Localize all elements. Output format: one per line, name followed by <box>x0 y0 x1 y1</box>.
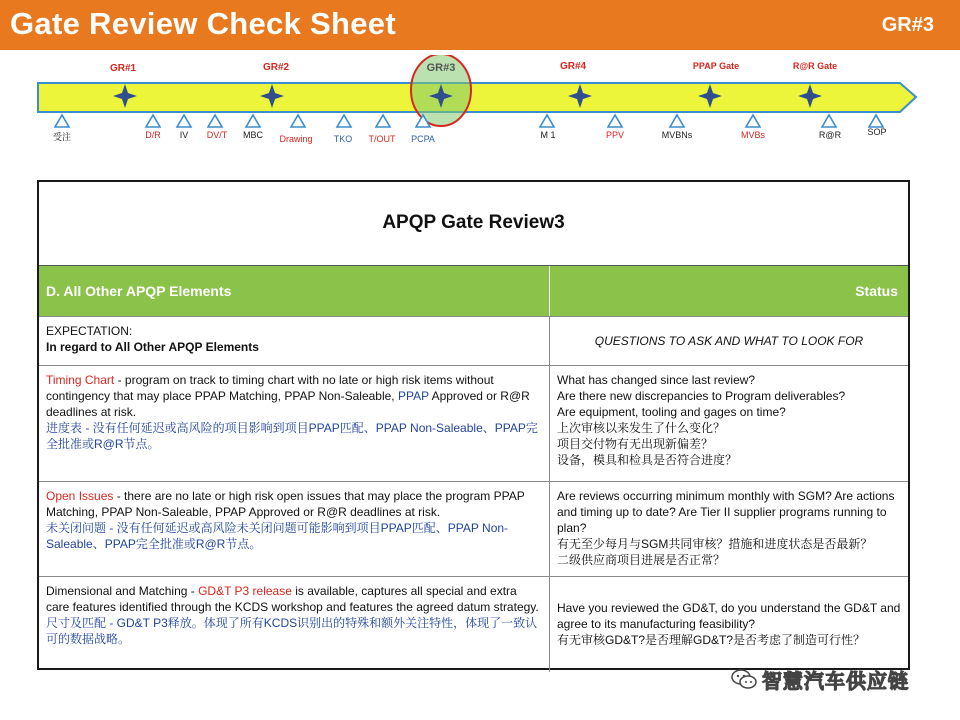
milestone-label: SOP <box>867 127 887 137</box>
milestone-triangle <box>376 115 390 127</box>
row-text: - program on track to timing chart with no late or high risk items without contingency that may place PPAP Matching, PPAP Non-Saleable, <box>46 373 494 403</box>
milestone-label: MBC <box>243 130 263 140</box>
question-line: 二级供应商项目进展是否正常？ <box>557 553 726 567</box>
gate-label-gr4: GR#4 <box>559 61 587 72</box>
section-header-row <box>39 266 908 317</box>
questions-cell <box>550 366 908 481</box>
milestone-label: MVBs <box>740 130 766 140</box>
header-bar <box>0 0 960 50</box>
section-label: D. All Other APQP Elements <box>39 266 550 316</box>
doc-title-row <box>39 182 908 266</box>
table-row <box>39 366 908 482</box>
questions-header: QUESTIONS TO ASK AND WHAT TO LOOK FOR <box>594 334 864 348</box>
table-row <box>39 577 908 672</box>
page-title: Gate Review Check Sheet <box>10 6 396 41</box>
milestone-label: PPV <box>605 130 625 140</box>
watermark <box>730 664 909 694</box>
milestone-triangle <box>246 115 260 127</box>
milestone-label: Drawing <box>279 134 313 144</box>
doc-title: APQP Gate Review3 <box>382 212 565 233</box>
milestone-triangle <box>337 115 351 127</box>
row-text: - there are no late or high risk open issues that may place the program PPAP Matching, PPAP Non-Saleable, PPAP Approved or R@R deadlines at risk. <box>46 489 525 519</box>
gate-code: GR#3 <box>881 14 934 36</box>
gate-label-rr: R@R Gate <box>792 61 838 71</box>
milestone-label: R@R <box>818 130 842 140</box>
status-header: Status <box>855 283 898 299</box>
row-lead-highlight: GD&T P3 release <box>198 584 292 598</box>
wechat-icon <box>730 667 758 691</box>
milestone-label: DV/T <box>206 130 228 140</box>
milestone-triangle <box>869 115 883 127</box>
row-text-cn: 进度表 - 没有任何延迟或高风险的项目影响到项目PPAP匹配、PPAP Non-Saleable、PPAP完全批准或R@R节点。 <box>46 421 538 451</box>
milestone-triangle <box>822 115 836 127</box>
milestone-label: TKO <box>333 134 353 144</box>
gate-label-gr3: GR#3 <box>426 62 456 74</box>
question-line: Are reviews occurring minimum monthly with SGM? Are actions and timing up to date? Are Tier II supplier programs running to plan? <box>557 489 895 535</box>
expectation-cell <box>39 317 550 365</box>
milestone-label: D/R <box>145 130 161 140</box>
expectation-text <box>39 482 550 576</box>
row-text-highlight: PPAP <box>397 389 429 403</box>
milestone-triangle <box>670 115 684 127</box>
timeline-arrow-bar <box>38 83 916 112</box>
question-line: 有无审核GD&T?是否理解GD&T?是否考虑了制造可行性？ <box>557 633 866 647</box>
row-text: is available, captures all special and extra care features identified through the KCDS workshop and features the agreed datum strategy. <box>46 584 539 614</box>
milestone-triangle <box>208 115 222 127</box>
questions-cell <box>550 577 908 672</box>
milestone-triangle <box>177 115 191 127</box>
expectation-sub: In regard to All Other APQP Elements <box>46 340 259 354</box>
row-text-cn: 尺寸及匹配 - GD&T P3释放。体现了所有KCDS识别出的特殊和额外关注特性，体现了一致认可的数据战略。 <box>46 616 538 646</box>
milestone-triangle <box>55 115 69 127</box>
question-line: 有无至少每月与SGM共同审核？措施和进度状态是否最新？ <box>557 537 873 551</box>
gate-label-gr1: GR#1 <box>109 63 137 74</box>
milestone-label: MVBNs <box>661 130 693 140</box>
expectation-text <box>39 577 550 672</box>
questions-cell <box>550 482 908 576</box>
question-line: Have you reviewed the GD&T, do you understand the GD&T and agree to its manufacturing feasibility? <box>557 601 901 631</box>
question-line: 设备，模具和检具是否符合进度？ <box>557 453 738 467</box>
milestone-label: M 1 <box>540 130 556 140</box>
watermark-text: 智慧汽车供应链 <box>762 668 909 693</box>
milestone-label: 受注 <box>52 132 72 142</box>
gate-label-gr2: GR#2 <box>262 62 290 73</box>
row-lead: Dimensional and Matching - <box>46 584 199 598</box>
review-sheet <box>37 180 910 670</box>
question-line: 项目交付物有无出现新偏差？ <box>557 437 714 451</box>
milestone-triangle <box>291 115 305 127</box>
row-lead: Open Issues <box>46 489 114 503</box>
table-row <box>39 482 908 577</box>
milestone-label: T/OUT <box>368 134 396 144</box>
milestone-triangle <box>146 115 160 127</box>
question-line: What has changed since last review? <box>557 373 756 387</box>
milestone-triangle <box>608 115 622 127</box>
gate-timeline <box>0 55 960 155</box>
milestone-label: IV <box>179 130 189 140</box>
milestone-triangle <box>746 115 760 127</box>
milestone-triangle <box>540 115 554 127</box>
milestone-label: PCPA <box>411 134 435 144</box>
expectation-label: EXPECTATION: <box>46 324 133 338</box>
expectation-text <box>39 366 550 481</box>
gate-label-ppap: PPAP Gate <box>692 61 740 71</box>
question-line: Are there new discrepancies to Program deliverables? <box>557 389 846 403</box>
question-line: Are equipment, tooling and gages on time? <box>557 405 786 419</box>
row-text: Approved or R@R deadlines at risk. <box>46 389 530 419</box>
row-text-cn: 未关闭问题 - 没有任何延迟或高风险未关闭问题可能影响到项目PPAP匹配、PPAP Non-Saleable、PPAP完全批准或R@R节点。 <box>46 521 509 551</box>
question-line: 上次审核以来发生了什么变化？ <box>557 421 726 435</box>
row-lead: Timing Chart <box>46 373 115 387</box>
expectation-row <box>39 317 908 366</box>
